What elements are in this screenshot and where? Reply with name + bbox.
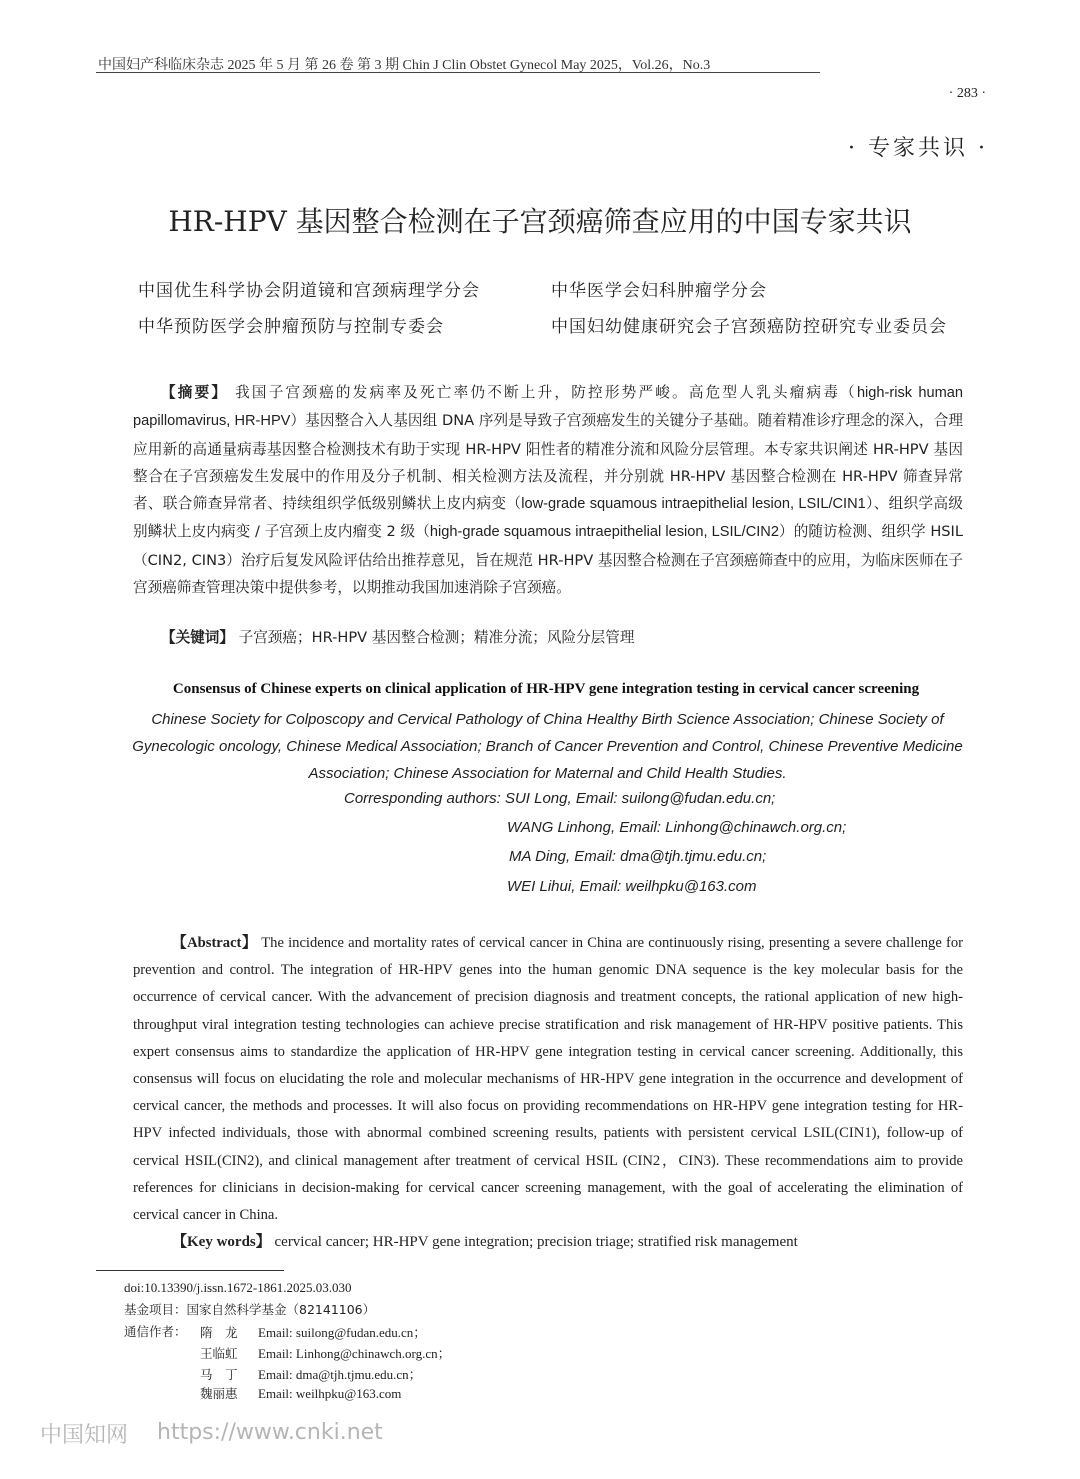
en-abstract [133, 930, 963, 1229]
watermark-brand: 中国知网 [40, 1423, 129, 1448]
article-title: HR-HPV 基因整合检测在子宫颈癌筛查应用的中国专家共识 [168, 205, 912, 238]
corresponding-label: Corresponding authors: [344, 790, 505, 807]
organization-4: 中国妇幼健康研究会子宫颈癌防控研究专业委员会 [551, 317, 947, 337]
corresponding-author: MA Ding, Email: dma@tjh.tjmu.edu.cn; [509, 848, 767, 865]
contact-row [200, 1322, 426, 1341]
cn-keywords-label: 【关键词】 [161, 629, 234, 646]
corresponding-line-1 [344, 790, 775, 807]
en-keywords-text: cervical cancer; HR-HPV gene integration; precision triage; stratified risk management [270, 1234, 798, 1250]
contact-email: Email: dma@tjh.tjmu.edu.cn； [258, 1367, 422, 1382]
contact-label [124, 1322, 187, 1340]
en-title: Consensus of Chinese experts on clinical application of HR-HPV gene integration testing in cervical cancer screening [172, 681, 920, 697]
cn-abstract-text: 我国子宫颈癌的发病率及死亡率仍不断上升，防控形势严峻。高危型人乳头瘤病毒（ [228, 384, 857, 401]
contact-name: 王临虹 [200, 1346, 238, 1361]
cn-abstract [133, 379, 963, 601]
corresponding-author: WANG Linhong, Email: Linhong@chinawch.org.cn; [507, 819, 847, 836]
fund-label: 基金项目： [124, 1302, 187, 1317]
contact-email: Email: weilhpku@163.com [258, 1386, 402, 1401]
cn-abstract-text: high-risk human papillomavirus, HR-HPV [133, 385, 963, 430]
doi: doi:10.13390/j.issn.1672-1861.2025.03.030 [124, 1280, 352, 1295]
en-abstract-text: The incidence and mortality rates of cervical cancer in China are continuously rising, presenting a severe challenge for prevention and control. The integration of HR-HPV genes into the human genomic DNA sequence is the key molecular basis for the occurrence of cervical cancer. With the advancement of precision diagnosis and treatment concepts, the rational application of new high-throughput viral integration testing technologies can achieve precise stratification and risk management of HR-HPV positive patients. This expert consensus aims to standardize the application of HR-HPV gene integration testing in cervical cancer screening. Additionally, this consensus will focus on elucidating the role and molecular mechanisms of HR-HPV gene integration in the occurrence and development of cervical cancer, the methods and processes. It will also focus on providing recommendations on HR-HPV gene integration testing for HR-HPV infected individuals, those with abnormal combined screening results, patients with persistent cervical LSIL(CIN1), follow-up of cervical HSIL(CIN2), and clinical management after treatment of cervical HSIL (CIN2，CIN3). These recommendations aim to provide references for clinicians in decision-making for cervical cancer screening management, with the goal of accelerating the elimination of cervical cancer in China. [133, 935, 963, 1224]
header-rule [96, 72, 820, 73]
en-abstract-label: 【Abstract】 [172, 935, 258, 951]
contact-name: 马 丁 [200, 1367, 238, 1382]
contact-row [200, 1384, 401, 1402]
cn-abstract-text: low-grade squamous intraepithelial lesion, LSIL/CIN1 [521, 496, 866, 513]
fund-line [124, 1300, 375, 1318]
cn-abstract-text: ）基因整合入人基因组 DNA 序列是导致子宫颈癌发生的关键分子基础。随着精准诊疗理念的深入，合理应用新的高通量病毒基因整合检测技术有助于实现 HR-HPV 阳性者的精准分流和风险分层管理。本专家共识阐述 HR-HPV 基因整合在子宫颈癌发生发展中的作用及分子机制、相关检测方法及流程，并分别就 HR-HPV 基因整合检测在 HR-HPV 筛查异常者、联合筛查异常者、持续组织学低级别鳞状上皮内病变（ [133, 412, 963, 513]
contact-email: Email: suilong@fudan.edu.cn； [258, 1325, 427, 1340]
en-keywords-label: 【Key words】 [172, 1234, 271, 1250]
cn-abstract-text: ）、组织学高级别鳞状上皮内病变 / 子宫颈上皮内瘤变 2 级（ [133, 495, 963, 541]
corresponding-author: SUI Long, Email: suilong@fudan.edu.cn; [504, 790, 776, 807]
contact-name: 魏丽惠 [200, 1386, 238, 1401]
watermark-url[interactable]: https://www.cnki.net [157, 1420, 383, 1445]
corresponding-author: WEI Lihui, Email: weilhpku@163.com [507, 878, 757, 895]
page-number: · 283 · [948, 86, 986, 101]
contact-label-text: 通信作者： [124, 1324, 187, 1339]
cn-abstract-text: high-grade squamous intraepithelial lesion, LSIL/CIN2 [429, 524, 779, 541]
organization-3: 中华预防医学会肿瘤预防与控制专委会 [138, 317, 444, 337]
cn-abstract-label: 【摘要】 [161, 384, 229, 401]
fund-text: 国家自然科学基金（82141106） [186, 1302, 376, 1317]
en-affiliation: Chinese Society for Colposcopy and Cervical Pathology of China Healthy Birth Science Association; Chinese Society of Gynecologic oncology, Chinese Medical Association; Branch of Cancer Prevention and Control, Chinese Preventive Medicine Association; Chinese Association for Maternal and Child Health Studies. [132, 711, 963, 782]
contact-name: 隋 龙 [200, 1325, 238, 1340]
contact-email: Email: Linhong@chinawch.org.cn； [258, 1346, 451, 1361]
footnote-rule [96, 1270, 284, 1271]
en-keywords [172, 1230, 798, 1251]
contact-row [200, 1364, 422, 1383]
organization-2: 中华医学会妇科肿瘤学分会 [551, 281, 767, 301]
running-head: 中国妇产科临床杂志 2025 年 5 月 第 26 卷 第 3 期 Chin J Clin Obstet Gynecol May 2025，Vol.26，No.3 [98, 58, 711, 73]
cn-abstract-text: ）的随访检测、组织学 HSIL（CIN2, CIN3）治疗后复发风险评估给出推荐意见，旨在规范 HR-HPV 基因整合检测在子宫颈癌筛查中的应用，为临床医师在子宫颈癌筛查管理决策中提供参考，以期推动我国加速消除子宫颈癌。 [133, 523, 963, 597]
section-label: · 专家共识 · [848, 136, 988, 161]
cn-keywords [133, 624, 963, 651]
cn-keywords-text: 子宫颈癌；HR-HPV 基因整合检测；精准分流；风险分层管理 [233, 629, 635, 646]
contact-row [200, 1343, 451, 1362]
organization-1: 中国优生科学协会阴道镜和宫颈病理学分会 [138, 281, 480, 301]
